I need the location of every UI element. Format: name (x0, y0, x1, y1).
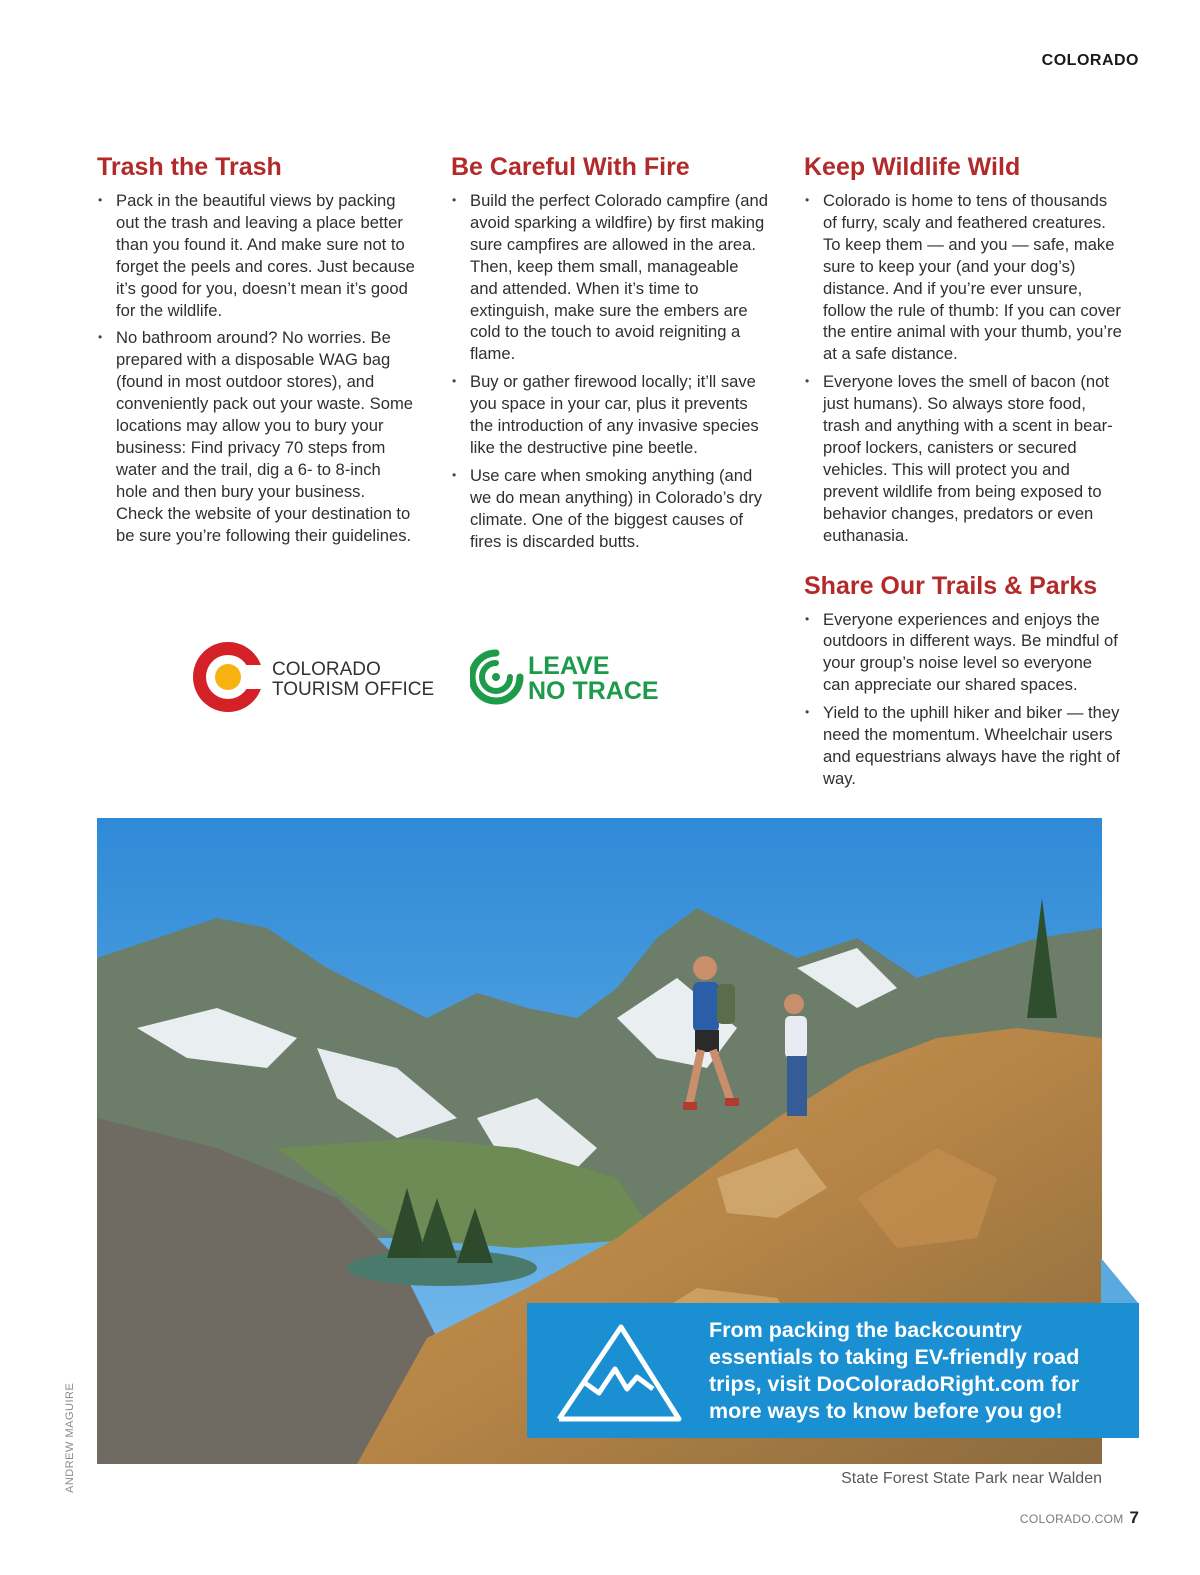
section-label: COLORADO (1041, 52, 1139, 69)
colorado-flag-c-logo-icon (192, 641, 452, 713)
heading-trash: Trash the Trash (97, 153, 282, 181)
colorado-tourism-office-logo[interactable] (192, 641, 452, 713)
list-trails (804, 609, 1122, 790)
lnt-line2: NO TRACE (528, 677, 659, 705)
list-item: • Pack in the beautiful views by packing out the trash and leaving a place better than you found it. And make sure not to forget the peels and cores. Just because it’s good for you, doesn’t mean it’s good for the wildlife. (97, 190, 415, 321)
list-item: • Build the perfect Colorado campfire (and avoid sparking a wildfire) by first making sure campfires are allowed in the area. Then, keep them small, manageable and attended. When it’s time to extinguish, make sure the embers are cold to the touch to avoid reigniting a flame. (451, 190, 769, 365)
list-item: • Yield to the uphill hiker and biker — they need the momentum. Wheelchair users and equestrians always have the right of way. (804, 702, 1122, 790)
callout-text: From packing the backcountry essentials to taking EV-friendly road trips, visit DoColoradoRight.com for more ways to know before you go! (709, 1318, 1080, 1423)
footer-site: COLORADO.COM (1019, 1512, 1124, 1526)
list-wildlife (804, 190, 1122, 547)
photo-credit: ANDREW MAGUIRE (64, 1382, 76, 1493)
heading-fire: Be Careful With Fire (451, 153, 690, 181)
list-item: • No bathroom around? No worries. Be prepared with a disposable WAG bag (found in most outdoor stores), and conveniently pack out your waste. Some locations may allow you to bury your business: Find privacy 70 steps from water and the trail, dig a 6- to 8-inch hole and then bury your business. Check the website of your destination to be sure you’re following their guidelines. (97, 327, 415, 546)
column-fire (451, 152, 769, 559)
list-item: • Buy or gather firewood locally; it’ll save you space in your car, plus it prevents the introduction of any invasive species like the destructive pine beetle. (451, 371, 769, 459)
list-fire (451, 190, 769, 553)
photo-caption: State Forest State Park near Walden (841, 1470, 1102, 1487)
mountain-icon (555, 1323, 683, 1423)
column-trash (97, 152, 415, 553)
list-item: • Everyone experiences and enjoys the outdoors in different ways. Be mindful of your group’s noise level so everyone can appreciate our shared spaces. (804, 609, 1122, 697)
page-footer (1020, 1508, 1139, 1528)
list-item: • Use care when smoking anything (and we do mean anything) in Colorado’s dry climate. One of the biggest causes of fires is discarded butts. (451, 465, 769, 553)
heading-wildlife: Keep Wildlife Wild (804, 153, 1021, 181)
cto-line1: COLORADO (272, 659, 381, 680)
callout-tab (1101, 1258, 1139, 1304)
leave-no-trace-logo[interactable] (470, 649, 670, 705)
list-trash (97, 190, 415, 547)
swirl-logo-icon (470, 649, 670, 705)
lnt-line1: LEAVE (528, 652, 610, 680)
column-wildlife (804, 152, 1122, 796)
cto-line2: TOURISM OFFICE (272, 679, 435, 700)
page-number: 7 (1129, 1508, 1139, 1527)
list-item: • Everyone loves the smell of bacon (not just humans). So always store food, trash and anything with a scent in bear-proof lockers, canisters or secured vehicles. This will protect you and prevent wildlife from being exposed to behavior changes, predators or even euthanasia. (804, 371, 1122, 546)
list-item: • Colorado is home to tens of thousands of furry, scaly and feathered creatures. To keep them — and you — safe, make sure to keep your (and your dog’s) distance. And if you’re ever unsure, follow the rule of thumb: If you can cover the entire animal with your thumb, you’re at a safe distance. (804, 190, 1122, 365)
callout-box (527, 1303, 1139, 1438)
heading-trails: Share Our Trails & Parks (804, 571, 1098, 600)
